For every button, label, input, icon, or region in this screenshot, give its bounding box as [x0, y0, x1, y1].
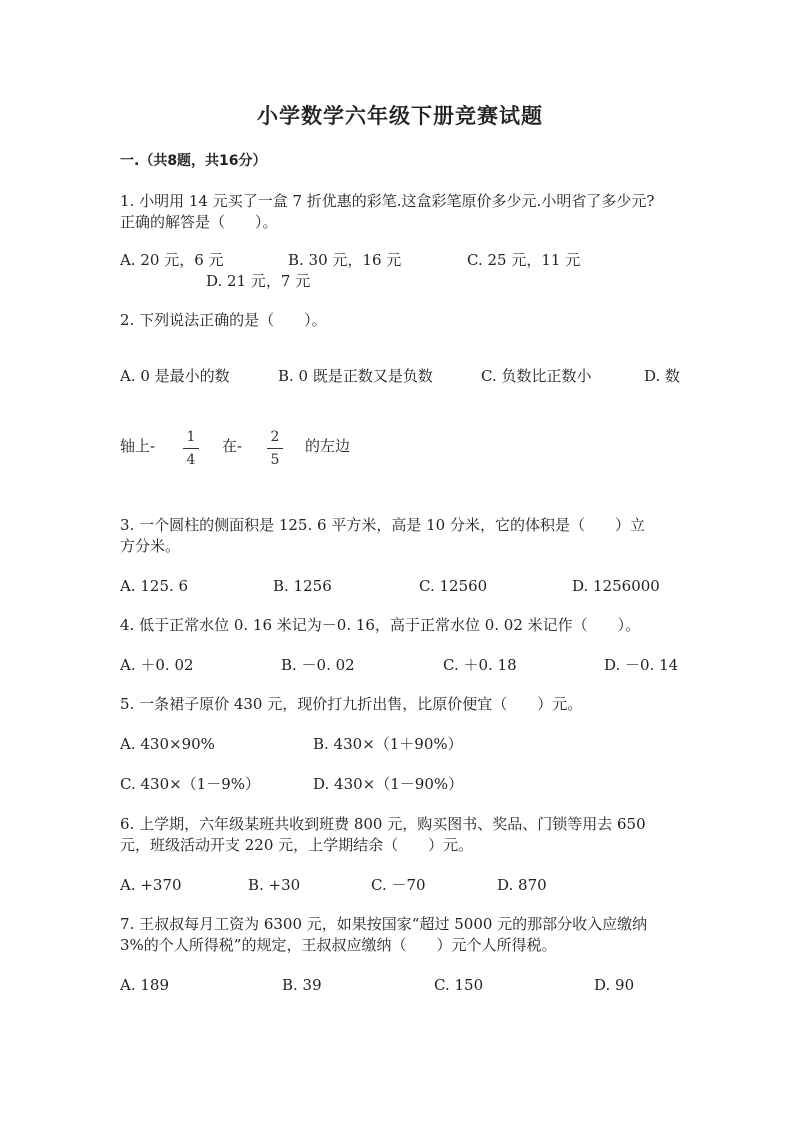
question-7-option-b: B. 39	[282, 976, 322, 994]
question-6-option-c: C. －70	[371, 876, 426, 894]
question-3-text: 3. 一个圆柱的侧面积是 125. 6 平方米，高是 10 分米，它的体积是（ ）立	[120, 516, 645, 534]
question-1-option-b: B. 30 元，16 元	[288, 251, 402, 269]
question-2-text: 2. 下列说法正确的是（ ）。	[120, 311, 327, 329]
question-5-option-a: A. 430×90%	[120, 735, 215, 753]
question-3-option-d: D. 1256000	[572, 577, 660, 595]
page-title: 小学数学六年级下册竞赛试题	[257, 103, 543, 128]
fraction-numerator: 1	[186, 429, 196, 445]
question-3-option-a: A. 125. 6	[120, 577, 189, 595]
question-4-option-b: B. －0. 02	[281, 656, 355, 674]
fraction-bar	[267, 448, 283, 449]
question-1-option-a: A. 20 元，6 元	[120, 251, 224, 269]
fraction-two-fifths	[267, 428, 283, 469]
question-6-option-d: D. 870	[497, 876, 547, 894]
question-3-text-cont: 方分米。	[120, 537, 181, 555]
question-6-text-cont: 元，班级活动开支 220 元，上学期结余（ ）元。	[120, 836, 474, 854]
question-5-option-c: C. 430×（1－9%）	[120, 775, 261, 793]
fraction-denominator: 5	[270, 452, 280, 468]
question-2-option-d: D. 数	[644, 367, 681, 385]
section-heading: 一.（共8题，共16分）	[120, 153, 267, 169]
question-5-option-b: B. 430×（1＋90%）	[313, 735, 463, 753]
question-2-option-a: A. 0 是最小的数	[120, 367, 230, 385]
question-4-text: 4. 低于正常水位 0. 16 米记为－0. 16，高于正常水位 0. 02 米记作（ ）。	[120, 616, 641, 634]
question-2-option-b: B. 0 既是正数又是负数	[278, 367, 433, 385]
question-6-text: 6. 上学期，六年级某班共收到班费 800 元，购买图书、奖品、门锁等用去 650	[120, 815, 646, 833]
question-4-option-c: C. ＋0. 18	[443, 656, 517, 674]
question-2-option-c: C. 负数比正数小	[481, 367, 592, 385]
fraction-bar	[183, 448, 199, 449]
question-7-text: 7. 王叔叔每月工资为 6300 元，如果按国家“超过 5000 元的那部分收入应缴纳	[120, 915, 648, 933]
question-4-option-d: D. －0. 14	[604, 656, 679, 674]
fraction-one-quarter	[183, 428, 199, 469]
question-3-option-b: B. 1256	[273, 577, 332, 595]
question-5-text: 5. 一条裙子原价 430 元，现价打九折出售，比原价便宜（ ）元。	[120, 695, 583, 713]
question-2-option-d-cont-2: 在-	[222, 437, 243, 455]
question-2-option-d-cont-1: 轴上-	[120, 437, 156, 455]
fraction-denominator: 4	[186, 452, 196, 468]
question-6-option-b: B. +30	[248, 876, 301, 894]
question-1-option-c: C. 25 元，11 元	[467, 251, 581, 269]
question-1-text: 1. 小明用 14 元买了一盒 7 折优惠的彩笔.这盒彩笔原价多少元.小明省了多少元?	[120, 192, 655, 210]
question-6-option-a: A. +370	[120, 876, 182, 894]
question-3-option-c: C. 12560	[419, 577, 488, 595]
question-4-option-a: A. ＋0. 02	[120, 656, 194, 674]
fraction-numerator: 2	[270, 429, 280, 445]
question-7-option-c: C. 150	[434, 976, 484, 994]
question-1-text-cont: 正确的解答是（ ）。	[120, 213, 278, 231]
question-7-option-d: D. 90	[594, 976, 635, 994]
question-2-option-d-cont-3: 的左边	[305, 437, 351, 455]
question-7-option-a: A. 189	[120, 976, 169, 994]
question-1-option-d: D. 21 元，7 元	[206, 272, 311, 290]
question-5-option-d: D. 430×（1－90%）	[313, 775, 464, 793]
question-7-text-cont: 3%的个人所得税”的规定，王叔叔应缴纳（ ）元个人所得税。	[120, 936, 557, 954]
